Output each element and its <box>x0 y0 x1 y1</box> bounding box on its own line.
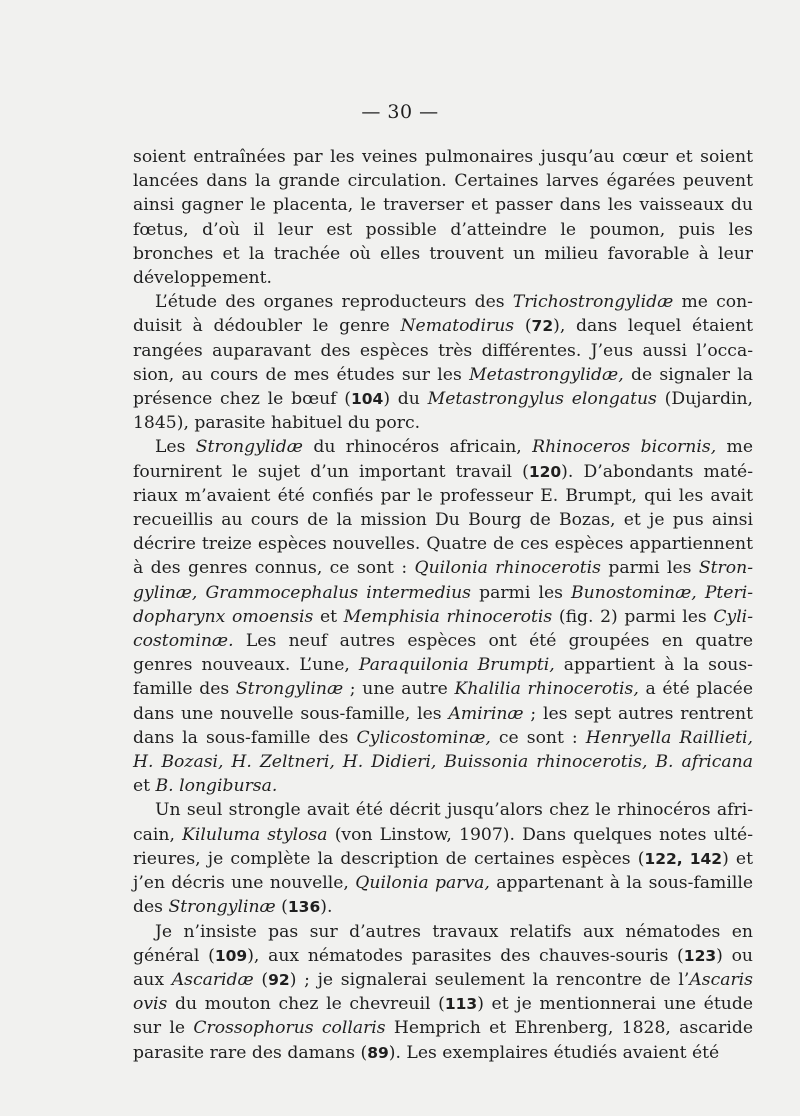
italic-term: Trichostrongylidæ <box>512 292 674 313</box>
text-run: parmi les <box>600 558 699 579</box>
text-run: me fournirent le sujet d’un important travail ( <box>133 437 753 482</box>
italic-term: Quilonia rhinocerotis <box>414 558 601 579</box>
text-run: ; une autre <box>343 679 455 700</box>
text-run: de signaler la présence chez le bœuf ( <box>133 364 753 410</box>
paragraph <box>133 145 753 290</box>
italic-term: Cylicostominæ. <box>133 606 753 652</box>
italic-term: Cylicostominæ, <box>356 727 491 748</box>
italic-term: Rhinoceros bicornis, <box>532 437 717 458</box>
italic-term: Henryella Raillieti, H. Bozasi, H. Zeltneri, H. Didieri, Buissonia rhinocerotis, B. africana <box>133 727 753 773</box>
reference-number: 136 <box>287 898 321 917</box>
italic-term: B. longibursa. <box>155 776 278 797</box>
reference-number: 104 <box>350 390 384 409</box>
paragraph <box>133 798 753 919</box>
italic-term: Strongylidæ <box>195 437 303 458</box>
text-run: Je n’insiste pas sur d’autres travaux relatifs aux nématodes en général ( <box>133 921 753 966</box>
text-run: et <box>313 606 344 627</box>
text-run: du rhinocéros africain, <box>302 437 533 458</box>
italic-term: Quilonia parva, <box>355 873 490 894</box>
reference-number: 122, 142 <box>644 849 723 868</box>
italic-term: Paraquilonia Brumpti, <box>358 655 555 676</box>
reference-number: 113 <box>444 995 478 1014</box>
paragraph <box>133 920 753 1065</box>
italic-term: Memphisia rhinocerotis <box>343 606 553 627</box>
text-run: Hemprich et Ehrenberg, 1828, ascaride parasite rare des damans ( <box>133 1018 753 1063</box>
text-run: ), aux nématodes parasites des chauves-souris ( <box>247 945 684 966</box>
text-run: du mouton chez le chevreuil ( <box>167 994 445 1015</box>
body-text <box>133 145 753 1065</box>
italic-term: Metastrongylidæ, <box>469 364 624 385</box>
text-run: appartenant à la sous-famille des <box>133 873 753 918</box>
text-run: ; les sept autres rentrent dans la sous-famille des <box>133 703 753 748</box>
italic-term: Strongylinæ <box>168 897 276 918</box>
italic-term: Nematodirus <box>400 316 515 337</box>
text-run: ) et je mentionnerai une étude sur le <box>133 994 754 1039</box>
reference-number: 89 <box>367 1043 389 1062</box>
text-run: ce sont : <box>490 727 586 748</box>
text-run: Les neuf autres espèces ont été groupées en quatre genres nouveaux. L’une, <box>133 631 753 676</box>
text-run: a été placée dans une nouvelle sous-famille, les <box>133 679 754 724</box>
reference-number: 120 <box>528 462 562 481</box>
italic-term: Ascaridæ <box>171 969 254 990</box>
text-run: ) et j’en décris une nouvelle, <box>133 848 753 894</box>
text-run: ). Les exemplaires étudiés avaient été <box>388 1042 720 1063</box>
paragraph <box>133 290 753 435</box>
text-run: ( <box>275 897 288 918</box>
text-run: appartient à la sous-famille des <box>133 655 753 700</box>
italic-term: Strongylinæ <box>235 679 344 700</box>
paragraph <box>133 435 753 798</box>
text-run: et <box>133 776 156 797</box>
text-run: ( <box>514 316 532 337</box>
text-run: Les <box>155 437 196 458</box>
text-run: me conduisit à dédoubler le genre <box>133 292 753 337</box>
italic-term: Ascaris ovis <box>133 969 753 1015</box>
text-run: ). D’abondants matériaux m’avaient été confiés par le professeur E. Brumpt, qui les avait recueillis au cours de la mission Du Bourg de Bozas, et je pus ainsi décrire treize espèces nouvelles. Quatre de ces espèces appartiennent à des genres connus, ce sont : <box>133 461 753 579</box>
page-number: — 30 — <box>361 101 439 123</box>
text-run: parmi les <box>470 582 572 603</box>
text-run: ) ; je signalerai seulement la rencontre de l’ <box>289 969 690 990</box>
italic-term: Kiluluma stylosa <box>182 824 328 845</box>
italic-term: Bunostominæ, Pteridopharynx omoensis <box>133 582 753 627</box>
reference-number: 123 <box>683 946 717 965</box>
italic-term: Crossophorus collaris <box>193 1018 386 1039</box>
text-run: (fig. 2) parmi les <box>552 606 714 627</box>
reference-number: 109 <box>214 946 248 965</box>
italic-term: Strongylinæ, Grammocephalus intermedius <box>133 558 753 603</box>
text-run: ( <box>253 969 269 990</box>
italic-term: Amirinæ <box>448 703 524 724</box>
text-run: Un seul strongle avait été décrit jusqu’alors chez le rhinocéros africain, <box>133 800 753 845</box>
text-run: (von Linstow, 1907). Dans quelques notes ultérieures, je complète la description de certaines espèces ( <box>133 824 753 869</box>
text-run: ), dans lequel étaient rangées auparavant des espèces très différentes. J’eus aussi l’occasion, au cours de mes études sur les <box>133 316 754 385</box>
text-run: (Dujardin, 1845), parasite habituel du porc. <box>133 389 754 434</box>
text-run: ) du <box>383 389 428 410</box>
text-run: L’étude des organes reproducteurs des <box>155 292 513 313</box>
text-run: soient entraînées par les veines pulmonaires jusqu’au cœur et soient lancées dans la grande circulation. Certaines larves égarées peuvent ainsi gagner le placenta, le traverser et passer dans les vaisseaux du fœtus, d’où il leur est possible d’atteindre le poumon, puis les bronches et la trachée où elles trouvent un milieu favorable à leur développement. <box>133 147 753 289</box>
reference-number: 72 <box>531 317 554 336</box>
text-run: ) ou aux <box>133 945 754 990</box>
italic-term: Metastrongylus elongatus <box>427 389 657 410</box>
text-run: ). <box>320 897 333 918</box>
reference-number: 92 <box>268 970 290 989</box>
italic-term: Khalilia rhinocerotis, <box>454 679 639 700</box>
